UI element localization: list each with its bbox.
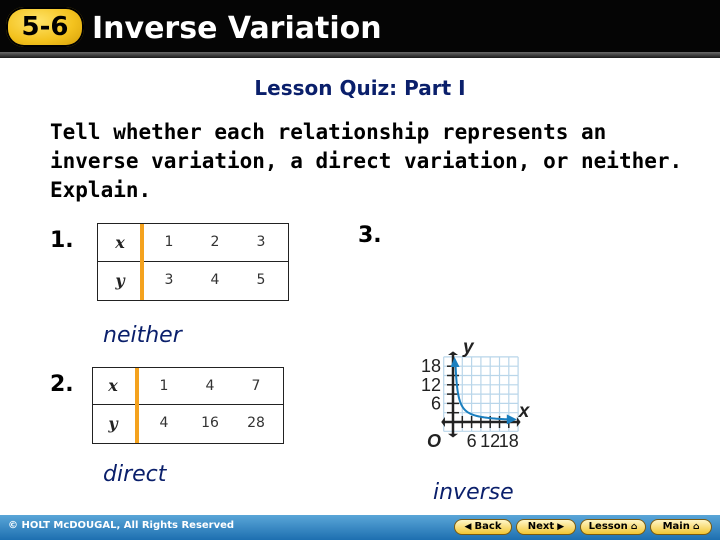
home-icon: ⌂ <box>627 522 638 532</box>
table-cell: 3 <box>256 234 266 250</box>
lesson-button[interactable] <box>580 519 646 535</box>
table-cell: 28 <box>247 415 265 431</box>
x-axis-arrow-left <box>441 417 445 427</box>
table-cell: 4 <box>205 378 215 394</box>
lesson-title: Inverse Variation <box>92 11 382 46</box>
table-divider <box>135 368 139 443</box>
main-button[interactable] <box>650 519 712 535</box>
back-button[interactable] <box>454 519 512 535</box>
table-cell: 5 <box>256 272 266 288</box>
question-2-number: 2. <box>50 372 74 397</box>
x-tick-label: 18 <box>498 431 519 451</box>
inverse-variation-graph <box>398 186 688 466</box>
table-cell: 1 <box>159 378 169 394</box>
back-button-label: Back <box>474 521 502 532</box>
y-header: y <box>108 414 118 433</box>
question-1-answer: neither <box>103 323 182 348</box>
next-arrow-icon: ▶ <box>554 522 565 532</box>
question-2-answer: direct <box>103 462 167 487</box>
main-button-label: Main <box>662 521 690 532</box>
home-icon: ⌂ <box>689 522 700 532</box>
y-tick-label: 12 <box>420 374 441 395</box>
table-row <box>93 368 283 405</box>
x-tick-label: 12 <box>480 431 501 451</box>
table-row <box>98 262 288 299</box>
y-tick-label: 18 <box>420 356 441 377</box>
origin-label: O <box>426 431 441 451</box>
next-button-label: Next <box>527 521 555 532</box>
x-header: x <box>108 376 118 395</box>
footer-bar <box>0 515 720 540</box>
quiz-prompt: Tell whether each relationship represents an inverse variation, a direct variation, or neither. Explain. <box>50 120 683 202</box>
table-cell: 1 <box>164 234 174 250</box>
question-2-table <box>92 367 284 444</box>
table-cell: 4 <box>159 415 169 431</box>
y-axis-arrow-up <box>448 351 458 355</box>
table-cell: 3 <box>164 272 174 288</box>
lesson-button-label: Lesson <box>588 521 628 532</box>
y-axis-label: y <box>463 336 474 358</box>
y-header: y <box>115 271 125 290</box>
x-axis-label: x <box>518 401 530 422</box>
x-tick-label: 6 <box>466 431 477 451</box>
question-1-table <box>97 223 289 301</box>
quiz-subtitle: Lesson Quiz: Part I <box>254 76 466 100</box>
table-cell: 16 <box>201 415 219 431</box>
question-3-answer: inverse <box>433 480 514 505</box>
y-tick-label: 6 <box>430 393 441 414</box>
table-cell: 7 <box>251 378 261 394</box>
y-axis-arrow-down <box>448 434 458 438</box>
table-cell: 4 <box>210 272 220 288</box>
question-3-number: 3. <box>358 223 382 248</box>
next-button[interactable] <box>516 519 576 535</box>
lesson-number: 5-6 <box>21 12 69 42</box>
x-header: x <box>115 233 125 252</box>
table-row <box>98 224 288 262</box>
table-row <box>93 405 283 442</box>
title-bar-shine <box>0 52 720 58</box>
back-arrow-icon: ◀ <box>464 522 475 532</box>
copyright-text: © HOLT McDOUGAL, All Rights Reserved <box>8 520 235 531</box>
table-cell: 2 <box>210 234 220 250</box>
inverse-curve <box>456 366 509 419</box>
table-divider <box>140 224 144 300</box>
question-1-number: 1. <box>50 228 74 253</box>
